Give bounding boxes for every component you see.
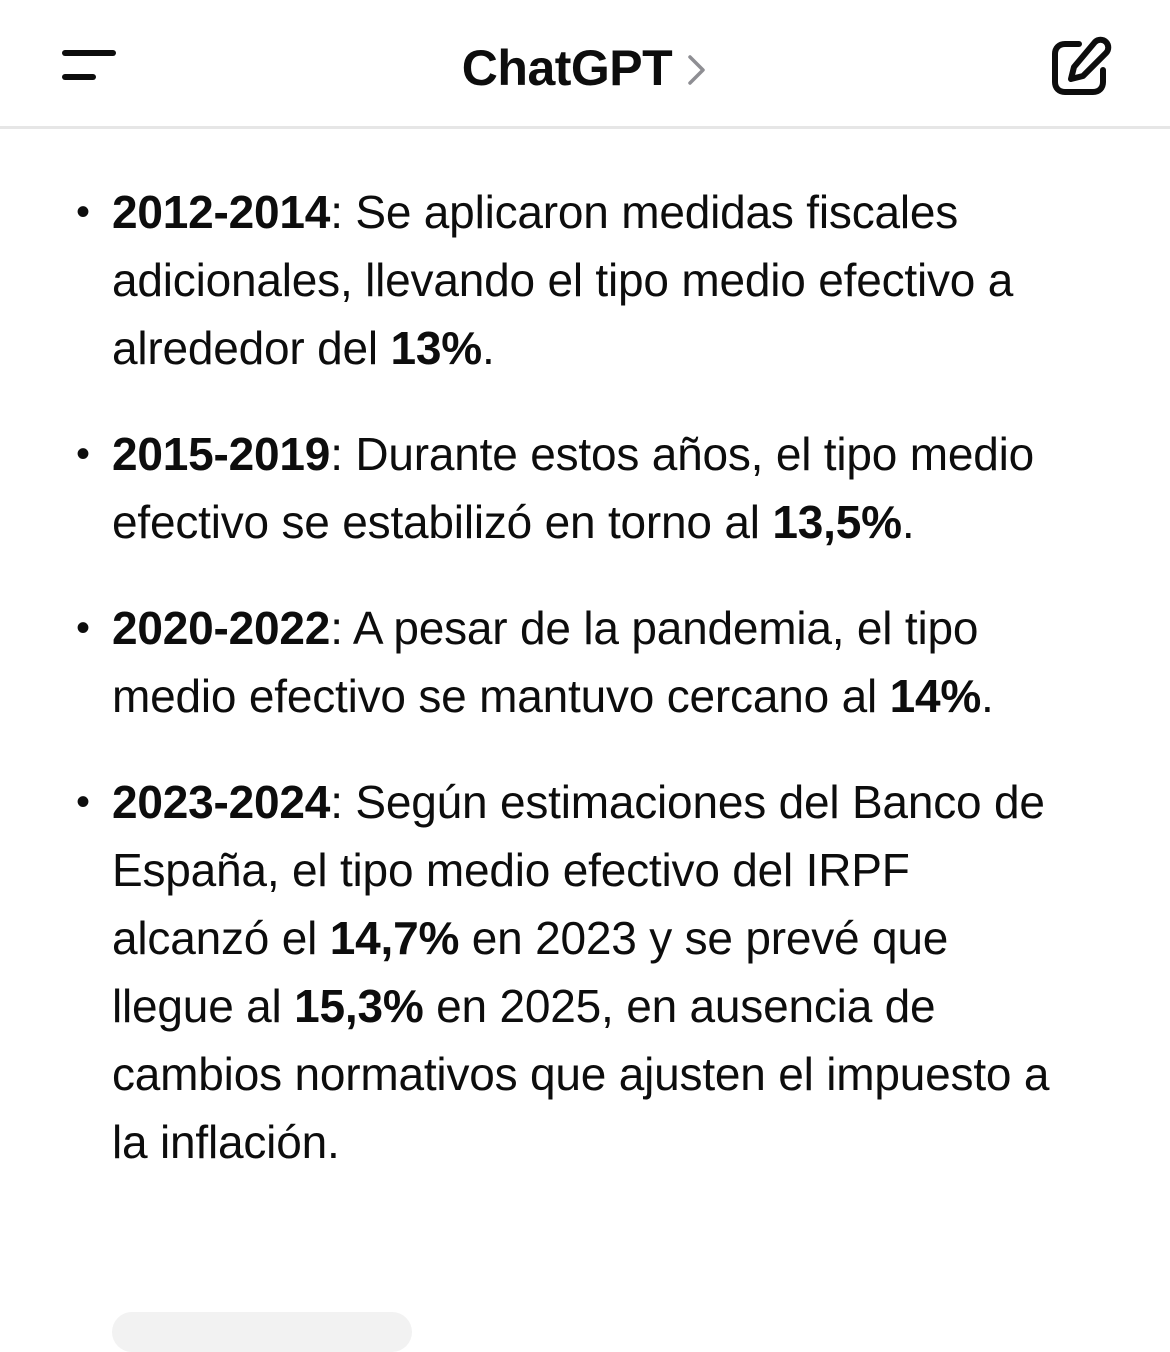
list-item: • 2012-2014: Se aplicaron medidas fiscales adicionales, llevando el tipo medio efectivo a alrededor del 13%. (0, 178, 1170, 382)
bullet-point: • (76, 190, 90, 234)
model-selector[interactable] (0, 36, 1170, 100)
list-item: • 2023-2024: Según estimaciones del Banco de España, el tipo medio efectivo del IRPF alcanzó el 14,7% en 2023 y se prevé que llegue al 15,3% en 2025, en ausencia de cambios normativos que ajusten el impuesto a la inflación. (0, 768, 1170, 1176)
rate-value: 14% (889, 670, 982, 722)
rate-value: 15,3% (294, 980, 424, 1032)
period-label: 2023-2024 (112, 776, 331, 828)
list-item: • 2020-2022: A pesar de la pandemia, el tipo medio efectivo se mantuvo cercano al 14%. (0, 594, 1170, 730)
chevron-right-icon (686, 53, 708, 87)
bullet-point: • (76, 780, 90, 824)
period-label: 2020-2022 (112, 602, 331, 654)
bullet-list (0, 178, 1170, 1176)
source-chip[interactable] (112, 1312, 412, 1352)
rate-value: 13% (390, 322, 482, 374)
period-label: 2012-2014 (112, 186, 331, 238)
rate-value: 13,5% (772, 496, 902, 548)
list-item: • 2015-2019: Durante estos años, el tipo medio efectivo se estabilizó en torno al 13,5%. (0, 420, 1170, 556)
rate-value: 14,7% (329, 912, 460, 964)
bullet-point: • (76, 432, 90, 476)
assistant-message (0, 178, 1170, 1214)
top-bar (0, 0, 1170, 129)
period-label: 2015-2019 (112, 428, 331, 480)
app-title: ChatGPT (461, 40, 673, 96)
new-chat-edit-icon[interactable] (1049, 36, 1113, 100)
bullet-point: • (76, 606, 90, 650)
